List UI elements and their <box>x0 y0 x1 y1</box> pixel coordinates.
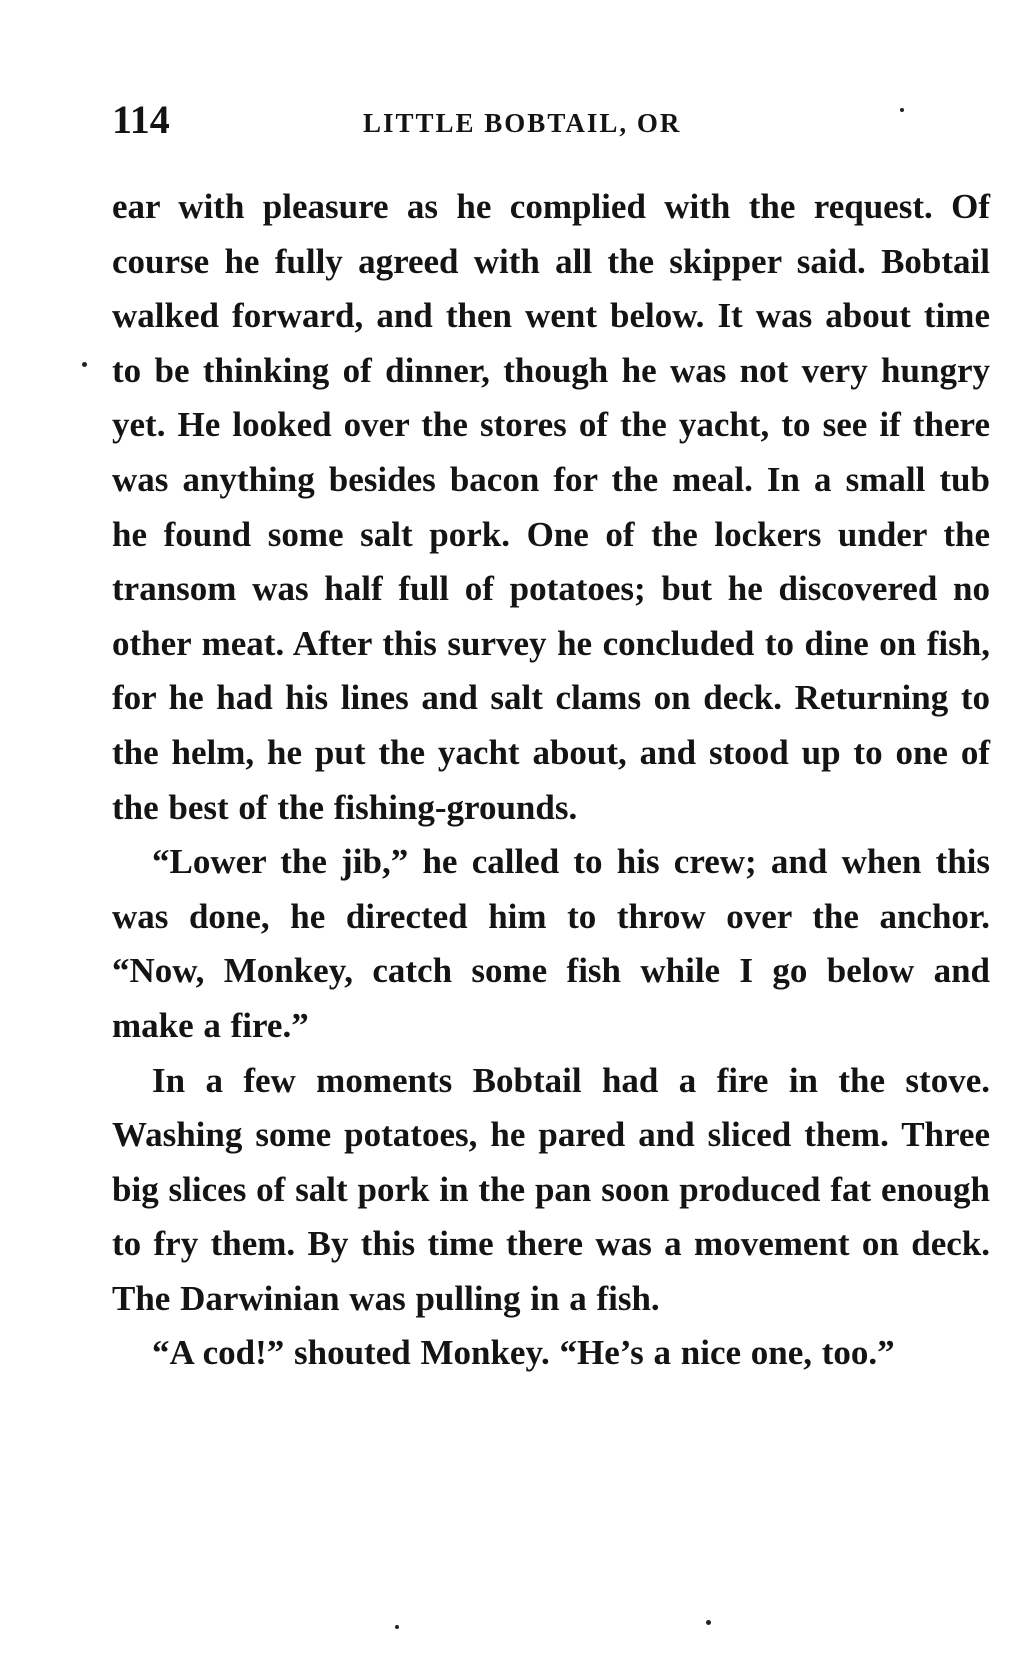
print-speck <box>900 108 904 112</box>
paragraph: In a few moments Bobtail had a fire in the stove. Washing some potatoes, he pared and sliced them. Three big slices of salt pork in the pan soon produced fat enough to fry them. By this time there was a movement on deck. The Darwinian was pulling in a fish. <box>112 1060 990 1318</box>
paragraph: ear with pleasure as he complied with the request. Of course he fully agreed with all the skipper said. Bobtail walked forward, and then went below. It was about time to be thinking of dinner, though he was not very hungry yet. He looked over the stores of the yacht, to see if there was anything besides bacon for the meal. In a small tub he found some salt pork. One of the lockers under the transom was half full of potatoes; but he discovered no other meat. After this survey he concluded to dine on fish, for he had his lines and salt clams on deck. Returning to the helm, he put the yacht about, and stood up to one of the best of the fishing-grounds. <box>112 187 990 827</box>
print-speck <box>82 362 87 367</box>
page-header <box>108 96 988 146</box>
print-speck <box>395 1625 399 1629</box>
running-head: LITTLE BOBTAIL, OR <box>363 108 682 138</box>
body-text <box>112 180 990 1381</box>
paragraph: “A cod!” shouted Monkey. “He’s a nice one, too.” <box>152 1333 895 1373</box>
print-speck <box>706 1620 711 1625</box>
page-number: 114 <box>112 97 170 142</box>
paragraph: “Lower the jib,” he called to his crew; and when this was done, he directed him to throw over the anchor. “Now, Monkey, catch some fish while I go below and make a fire.” <box>112 842 990 1045</box>
